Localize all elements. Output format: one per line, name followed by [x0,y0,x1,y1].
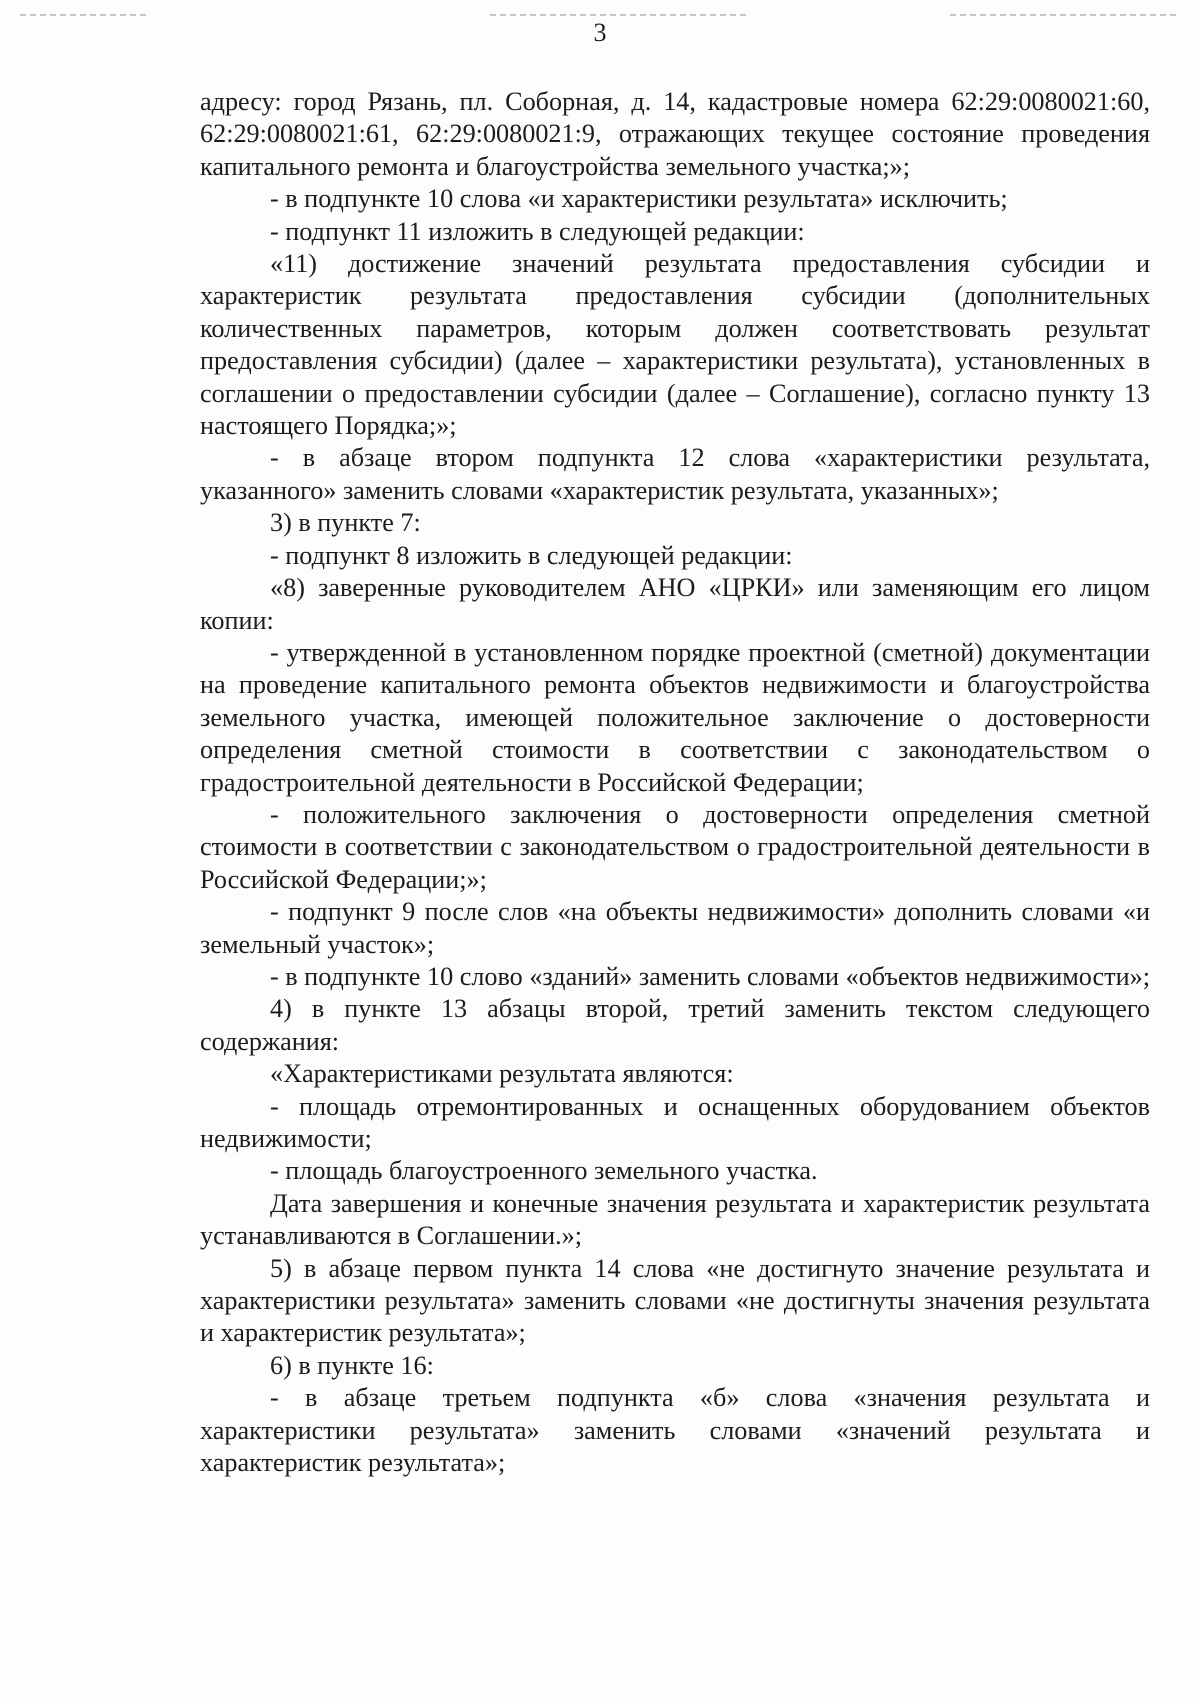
paragraph: «Характеристиками результата являются: [270,1059,734,1089]
paragraph: адресу: город Рязань, пл. Соборная, д. 14, кадастровые номера 62:29:0080021:60, 62:29:0080021:61, 62:29:0080021:9, отражающих текущее состояние проведения капитального ремонта и благоустройства земельного участка;»; [200,87,1150,181]
paragraph: - подпункт 11 изложить в следующей редакции: [270,216,805,246]
paragraph: - подпункт 8 изложить в следующей редакции: [270,540,793,570]
paragraph: «11) достижение значений результата предоставления субсидии и характеристик результата предоставления субсидии (дополнительных количественных параметров, которым должен соответствовать результат предоставления субсидии) (далее – характеристики результата), установленных в соглашении о предоставлении субсидии (далее – Соглашение), согласно пункту 13 настоящего Порядка;»; [200,249,1150,441]
paragraph: - в подпункте 10 слова «и характеристики результата» исключить; [270,184,1008,214]
paragraph: - в абзаце третьем подпункта «б» слова «значения результата и характеристики результата» заменить словами «значений результата и характеристик результата»; [200,1383,1150,1478]
paragraph: - в абзаце втором подпункта 12 слова «характеристики результата, указанного» заменить словами «характеристик результата, указанных»; [200,443,1150,505]
paragraph: 6) в пункте 16: [270,1350,434,1380]
paragraph: - утвержденной в установленном порядке проектной (сметной) документации на проведение капитального ремонта объектов недвижимости и благоустройства земельного участка, имеющей положительное заключение о достоверности определения сметной стоимости в соответствии с законодательством о градостроительной деятельности в Российской Федерации; [200,637,1150,797]
scan-artifact-right [950,14,1180,16]
paragraph: 5) в абзаце первом пункта 14 слова «не достигнуто значение результата и характеристики результата» заменить словами «не достигнуты значения результата и характеристик результата»; [200,1253,1150,1348]
paragraph: Дата завершения и конечные значения результата и характеристик результата устанавливаются в Соглашении.»; [200,1188,1150,1251]
paragraph: 4) в пункте 13 абзацы второй, третий заменить текстом следующего содержания: [200,994,1150,1056]
paragraph: - положительного заключения о достоверности определения сметной стоимости в соответствии с законодательством о градостроительной деятельности в Российской Федерации;»; [200,799,1150,894]
paragraph: - подпункт 9 после слов «на объекты недвижимости» дополнить словами «и земельный участок»; [200,897,1150,959]
paragraph: - площадь благоустроенного земельного участка. [270,1156,818,1186]
paragraph: «8) заверенные руководителем АНО «ЦРКИ» или заменяющим его лицом копии: [200,573,1150,635]
paragraph: - в подпункте 10 слово «зданий» заменить словами «объектов недвижимости»; [270,961,1150,991]
page-number: 3 [593,18,607,47]
scan-artifact-left [20,14,150,16]
document-body [200,86,1150,1479]
paragraph: - площадь отремонтированных и оснащенных оборудованием объектов недвижимости; [200,1091,1150,1153]
paragraph: 3) в пункте 7: [270,508,421,538]
scan-artifact-center [490,14,750,16]
